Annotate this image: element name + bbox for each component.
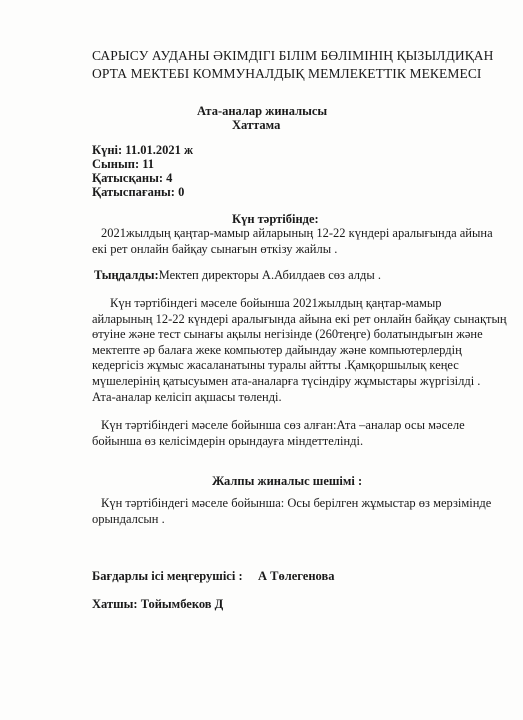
class-number: Сынып: 11 (92, 157, 155, 171)
discussion-line: Күн тәртібіндегі мәселе бойынша сөз алған:Ата –аналар осы мәселе (101, 418, 465, 432)
header-line-1: САРЫСУ АУДАНЫ ӘКІМДІГІ БІЛІМ БӨЛІМІНІҢ ҚЫЗЫЛДИҚАН (92, 48, 494, 63)
discussion-line: айларының 12-22 күндері аралығында айына екі рет онлайн байқау сынақтың (92, 311, 507, 326)
discussion-paragraph-1 (92, 296, 507, 405)
decision-text (92, 496, 491, 527)
document-title: Ата-аналар жиналысы (197, 104, 328, 118)
decision-heading: Жалпы жиналыс шешімі : (212, 474, 363, 488)
agenda-line: 2021жылдың қаңтар-мамыр айларының 12-22 күндері аралығында айына (101, 226, 493, 240)
meeting-date: Күні: 11.01.2021 ж (92, 143, 194, 157)
listened-label: Тыңдалды: (94, 268, 159, 282)
discussion-line: Күн тәртібіндегі мәселе бойынша 2021жылдың қаңтар-мамыр (110, 296, 442, 310)
head-signature-label: Бағдарлы ісі меңгерушісі : (92, 569, 243, 583)
discussion-line: кедергісіз жұмыс жасаланатыны туралы айтты .Қамқоршылық кеңес (92, 358, 459, 373)
discussion-paragraph-2 (92, 418, 465, 449)
decision-line: Күн тәртібіндегі мәселе бойынша: Осы берілген жұмыстар өз мерзімінде (101, 496, 492, 510)
discussion-line: мектепте әр балаға жеке компьютер дайындау және компьютерлердің (92, 342, 462, 357)
discussion-line: мүшелерінің қатысуымен ата-аналарға түсіндіру жұмыстары жүргізілді . (92, 373, 481, 388)
listened-text: Мектеп директоры А.Абилдаев сөз алды . (158, 268, 382, 282)
decision-line: орындалсын . (92, 511, 165, 526)
agenda-heading: Күн тәртібінде: (232, 212, 319, 226)
discussion-line: бойынша өз келісімдерін орындауға міндеттелінді. (92, 433, 364, 448)
head-signature-name: А Төлегенова (258, 569, 335, 583)
discussion-line: Ата-аналар келісіп ақшасы төленді. (92, 389, 282, 404)
present-count: Қатысқаны: 4 (92, 171, 173, 185)
agenda-text (92, 226, 493, 257)
discussion-line: өтуіне және тест сынағы ақылы негізінде (260теңге) болатындығын және (92, 327, 483, 342)
secretary-signature: Хатшы: Тойымбеков Д (92, 597, 224, 611)
listened-line (94, 268, 381, 283)
document-subtitle: Хаттама (232, 118, 281, 132)
agenda-line: екі рет онлайн байқау сынағын өткізу жайлы . (92, 241, 338, 256)
header-line-2: ОРТА МЕКТЕБІ КОММУНАЛДЫҚ МЕМЛЕКЕТТІК МЕКЕМЕСІ (92, 66, 482, 81)
absent-count: Қатыспағаны: 0 (92, 185, 185, 199)
